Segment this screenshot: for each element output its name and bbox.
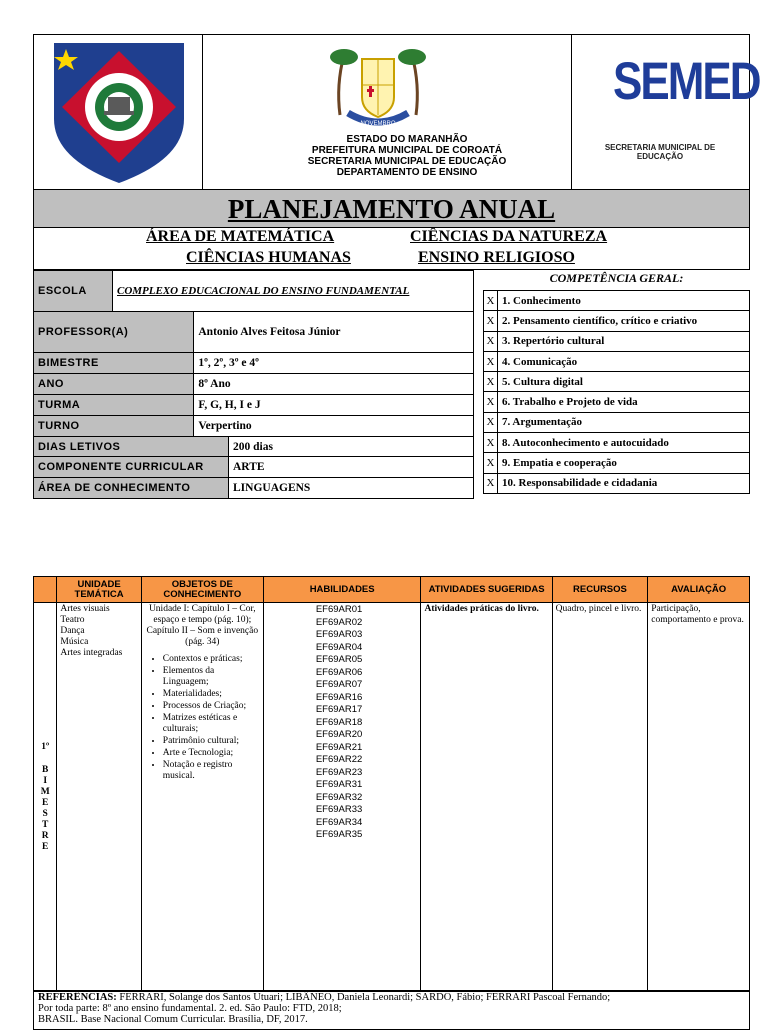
competencia-row [484,473,750,493]
competencia-mark: X [484,412,498,432]
header-divider [202,35,203,189]
dias-label: DIAS LETIVOS [34,437,229,457]
habilidades-list [316,604,418,842]
bimestre-number: 1º [41,741,50,752]
competencia-mark: X [484,473,498,493]
habilidade-code: EF69AR34 [315,816,363,828]
habilidade-code: EF69AR21 [315,741,363,753]
school-logo [50,39,188,185]
plan-header-habilidades: HABILIDADES [263,577,421,603]
area-label: CIÊNCIAS HUMANAS [186,249,351,266]
plan-header-recursos: RECURSOS [552,577,648,603]
habilidade-code: EF69AR05 [315,654,363,665]
reference-line: BRASIL. Base Nacional Comum Curricular. Brasília, DF, 2017. [38,1014,308,1025]
ano-value: 8º Ano [194,374,474,395]
competencia-label: 3. Repertório cultural [498,331,750,351]
objeto-item: • Patrimônio cultural; [163,736,260,747]
componente-value: ARTE [229,457,474,478]
habilidade-code: EF69AR06 [315,666,363,678]
turma-label: TURMA [34,395,194,416]
objeto-item: • Contextos e práticas; [163,654,260,665]
objeto-item: • Processos de Criação; [163,701,260,712]
habilidades-cell [263,603,421,992]
objeto-item: • Elementos da Linguagem; [163,666,260,688]
recursos-text: Quadro, pincel e livro. [555,604,642,614]
plan-header-avaliacao: AVALIAÇÃO [648,577,750,603]
plan-table [33,576,750,992]
plan-header-atividades: ATIVIDADES SUGERIDAS [421,577,552,603]
municipal-crest [326,45,430,129]
bimestre-vertical-text [37,765,53,853]
bimestre-letter: S [42,808,48,819]
atividades-cell [421,603,552,992]
plan-header-bimestre [34,577,57,603]
competencia-mark: X [484,311,498,331]
unidade-item: Teatro [60,615,85,625]
competencia-mark: X [484,392,498,412]
plan-header-unidade: UNIDADE TEMÁTICA [57,577,141,603]
page-title: PLANEJAMENTO ANUAL [33,189,750,228]
competencia-label: 1. Conhecimento [498,291,750,311]
plan-header-objetos: OBJETOS DE CONHECIMENTO [141,577,263,603]
unidades-list [60,604,137,659]
objeto-item: • Matrizes estéticas e culturais; [163,713,260,735]
bimestre-value: 1º, 2º, 3º e 4º [194,353,474,374]
objetos-list [145,654,260,782]
escola-label: ESCOLA [34,271,113,312]
unidade-item: Dança [60,626,85,636]
habilidade-code: EF69AR20 [315,729,363,740]
bimestre-letter: E [42,797,49,808]
competencia-label: 8. Autoconhecimento e autocuidado [498,433,750,453]
recursos-cell [552,603,648,992]
competencia-label: 6. Trabalho e Projeto de vida [498,392,750,412]
objeto-item: • Notação e registro musical. [163,760,260,782]
bimestre-letter: T [42,819,49,830]
dept-line: ESTADO DO MARANHÃO [346,134,468,145]
competencia-row [484,291,750,311]
unidades-cell [57,603,141,992]
unidade-item: Música [60,637,89,647]
competencias-title: COMPETÊNCIA GERAL: [549,271,684,285]
competencia-label: 5. Cultura digital [498,372,750,392]
turno-label: TURNO [34,416,194,437]
habilidade-code: EF69AR17 [315,704,363,715]
habilidade-code: EF69AR22 [315,754,363,765]
competencia-row [484,311,750,331]
objeto-item: • Arte e Tecnologia; [163,748,260,759]
competencia-label: 4. Comunicação [498,351,750,371]
semed-logo-text: SEMED [613,52,760,111]
objetos-cell [141,603,263,992]
professor-value: Antonio Alves Feitosa Júnior [194,312,474,353]
competencia-row [484,412,750,432]
competencia-mark: X [484,331,498,351]
componente-label: COMPONENTE CURRICULAR [34,457,229,478]
area-conhecimento-value: LINGUAGENS [229,478,474,499]
bimestre-cell [34,603,57,992]
avaliacao-text: Participação, comportamento e prova. [651,604,744,625]
bimestre-letter: R [41,830,49,841]
competencia-row [484,351,750,371]
habilidade-code: EF69AR31 [315,779,363,790]
bimestre-letter: I [43,775,48,786]
unidade-item: Artes integradas [60,648,123,658]
competencia-row [484,331,750,351]
escola-value: COMPLEXO EDUCACIONAL DO ENSINO FUNDAMENTAL [113,271,474,312]
habilidade-code: EF69AR03 [315,629,363,640]
objetos-intro: Unidade I: Capítulo I – Cor, espaço e tempo (pág. 10); Capítulo II – Som e invenção (pág. 34) [146,604,259,647]
dias-value: 200 dias [229,437,474,457]
competencia-mark: X [484,433,498,453]
area-label: ENSINO RELIGIOSO [418,249,575,266]
area-label: ÁREA DE MATEMÁTICA [146,228,335,245]
document-header [33,34,760,190]
habilidade-code: EF69AR02 [315,616,363,628]
competencia-row [484,372,750,392]
competencia-mark: X [484,453,498,473]
competencia-mark: X [484,291,498,311]
unidade-item: Artes visuais [60,604,110,614]
competencia-row [484,433,750,453]
competencia-mark: X [484,351,498,371]
references-label: REFERÊNCIAS: [38,992,117,1003]
crest-ribbon-text: NOVEMBRO [360,121,396,127]
avaliacao-cell [648,603,750,992]
ano-label: ANO [34,374,194,395]
professor-label: PROFESSOR(A) [34,312,194,353]
competencia-label: 9. Empatia e cooperação [498,453,750,473]
competencia-row [484,453,750,473]
habilidade-code: EF69AR07 [315,679,363,690]
bimestre-label: BIMESTRE [34,353,194,374]
competencia-mark: X [484,372,498,392]
habilidade-code: EF69AR33 [315,804,363,815]
habilidade-code: EF69AR16 [315,691,363,703]
dept-line: PREFEITURA MUNICIPAL DE COROATÁ [311,145,503,156]
competencia-label: 7. Argumentação [498,412,750,432]
habilidade-code: EF69AR04 [315,641,363,653]
semed-logo [613,52,760,111]
bimestre-letter: E [42,841,49,852]
competencia-label: 2. Pensamento científico, crítico e criativo [498,311,750,331]
school-info-table [33,270,474,437]
areas-block [33,227,750,270]
competencias-table [483,290,750,494]
reference-line: Por toda parte: 8º ano ensino fundamental. 2. ed. São Paulo: FTD, 2018; [38,1003,342,1014]
school-info-table-lower [33,436,474,499]
area-label: CIÊNCIAS DA NATUREZA [410,228,608,245]
habilidade-code: EF69AR18 [315,716,363,728]
habilidade-code: EF69AR01 [315,604,363,615]
semed-subtitle: SECRETARIA MUNICIPAL DE EDUCAÇÃO [604,143,716,161]
habilidade-code: EF69AR32 [315,791,363,803]
competencia-row [484,392,750,412]
turma-value: F, G, H, I e J [194,395,474,416]
habilidade-code: EF69AR35 [315,829,363,840]
dept-line: SECRETARIA MUNICIPAL DE EDUCAÇÃO [307,156,507,167]
habilidade-code: EF69AR23 [315,766,363,778]
turno-value: Verpertino [194,416,474,437]
atividades-text: Atividades práticas do livro. [424,604,539,614]
dept-line: DEPARTAMENTO DE ENSINO [336,167,478,178]
references-block [33,990,750,1030]
reference-line: FERRARI, Solange dos Santos Utuari; LIBÂNEO, Daniela Leonardi; SARDO, Fábio; FERRARI Pascoal Fernando; [119,992,611,1003]
objeto-item: • Materialidades; [163,689,260,700]
area-conhecimento-label: ÁREA DE CONHECIMENTO [34,478,229,499]
bimestre-letter: B [42,764,49,775]
bimestre-letter: M [40,786,50,797]
competencia-label: 10. Responsabilidade e cidadania [498,473,750,493]
